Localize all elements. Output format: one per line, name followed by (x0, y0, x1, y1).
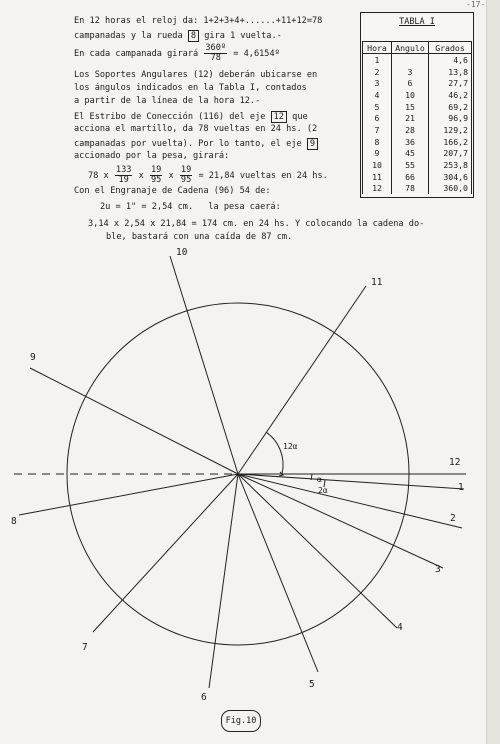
hour-line-10 (170, 256, 238, 474)
fraction-denominator: 78 (210, 53, 221, 63)
fraction-denominator: 95 (150, 175, 162, 185)
hour-label-5: 5 (309, 679, 315, 690)
text-line: Los Soportes Angulares (12) deberán ubicarse en (74, 70, 318, 80)
table-cell: 13,8 (429, 66, 472, 78)
text-line: los ángulos indicados en la Tabla I, contados (74, 83, 307, 93)
table-cell: 4 (363, 89, 392, 101)
table-cell: 6 (363, 112, 392, 124)
hour-label-3: 3 (435, 564, 441, 575)
hour-label-9: 9 (30, 352, 36, 363)
column-header: Angulo (392, 42, 429, 54)
text-fragment: gira 1 vuelta.- (204, 31, 282, 41)
table-cell: 1 (363, 54, 392, 66)
hour-label-10: 10 (176, 247, 188, 258)
figure-caption: Fig.10 (221, 710, 261, 732)
table-cell: 304,6 (429, 171, 472, 183)
text-line: En 12 horas el reloj da: 1+2+3+4+......+11+12=78 (74, 16, 323, 26)
hour-label-11: 11 (371, 277, 383, 288)
table-cell: 55 (392, 159, 429, 171)
table-cell: 45 (392, 148, 429, 160)
text-fragment: 2u = 1" = 2,54 cm. (100, 202, 194, 212)
text-fragment: campanadas y la rueda (74, 31, 183, 41)
table-cell: 12 (363, 183, 392, 195)
table-cell: 78 (392, 183, 429, 195)
hour-line-8 (19, 474, 238, 515)
text-line: accionado por la pesa, girará: (74, 151, 230, 161)
hour-label-6: 6 (201, 692, 207, 703)
table-cell: 166,2 (429, 136, 472, 148)
boxed-number: 8 (188, 30, 199, 42)
text-line: ble, bastará con una caída de 87 cm. (106, 232, 293, 242)
hour-line-4 (238, 474, 397, 628)
hour-line-6 (209, 474, 238, 688)
table-cell: 129,2 (429, 124, 472, 136)
fraction-numerator: 133 (115, 165, 132, 175)
table-cell: 27,7 (429, 77, 472, 89)
table-cell: 3 (363, 77, 392, 89)
table-cell: 3 (392, 66, 429, 78)
page-number: -17- (466, 0, 486, 9)
hour-line-3 (238, 474, 443, 568)
table-title: TABLA I (399, 17, 435, 27)
table-cell: 21 (392, 112, 429, 124)
angle-label-12a: 12α (283, 442, 298, 451)
hour-line-9 (30, 368, 238, 474)
table-cell: 360,0 (429, 183, 472, 195)
hour-label-1: 1 (458, 482, 464, 493)
text-fragment: x (168, 171, 174, 181)
fraction-numerator: 19 (150, 165, 162, 175)
hour-line-5 (238, 474, 318, 672)
hour-line-2 (238, 474, 462, 528)
hour-label-7: 7 (82, 642, 88, 653)
fraction-denominator: 19 (118, 175, 129, 185)
text-line: a partir de la línea de la hora 12.- (74, 96, 261, 106)
hour-label-4: 4 (397, 622, 403, 633)
table-cell: 6 (392, 77, 429, 89)
table-cell: 5 (363, 101, 392, 113)
table-cell: 15 (392, 101, 429, 113)
text-fragment: x (138, 171, 144, 181)
table-cell: 11 (363, 171, 392, 183)
hour-label-2: 2 (450, 513, 456, 524)
angle-label-2a: 2α (318, 486, 328, 495)
table-cell: 46,2 (429, 89, 472, 101)
table-cell: 66 (392, 171, 429, 183)
fraction-denominator: 95 (180, 175, 192, 185)
text-fragment: la pesa caerá: (208, 202, 281, 212)
text-fragment: = 21,84 vueltas en 24 hs. (198, 171, 328, 181)
text-fragment: En cada campanada girará (74, 49, 199, 59)
hour-line-11 (238, 286, 366, 474)
table-cell: 253,8 (429, 159, 472, 171)
fraction-numerator: 360º (205, 43, 227, 53)
table-cell: 2 (363, 66, 392, 78)
table-cell: 10 (392, 89, 429, 101)
hour-label-8: 8 (11, 516, 17, 527)
column-header: Grados (429, 42, 472, 54)
table-cell: 4,6 (429, 54, 472, 66)
text-line: acciona el martillo, da 78 vueltas en 24 hs. (2 (74, 124, 318, 134)
table-cell: 28 (392, 124, 429, 136)
text-fragment: 78 x (88, 171, 109, 181)
hour-label-12: 12 (449, 457, 461, 468)
fraction-numerator: 19 (180, 165, 192, 175)
text-line: 3,14 x 2,54 x 21,84 = 174 cm. en 24 hs. Y colocando la cadena do- (88, 219, 425, 229)
table-cell: 207,7 (429, 148, 472, 160)
angle-label-a: α (317, 475, 322, 484)
table-cell: 36 (392, 136, 429, 148)
table-cell: 69,2 (429, 101, 472, 113)
column-header: Hora (363, 42, 392, 54)
table-cell: 10 (363, 159, 392, 171)
angle-arc-12a (266, 432, 283, 474)
text-fragment: que (292, 112, 308, 122)
hour-line-1 (238, 474, 464, 489)
boxed-number: 12 (271, 111, 287, 123)
text-fragment: El Estribo de Conección (116) del eje (74, 112, 266, 122)
text-fragment: campanadas por vuelta). Por lo tanto, el eje (74, 139, 302, 149)
table-cell: 7 (363, 124, 392, 136)
table-cell: 96,9 (429, 112, 472, 124)
table-cell: 8 (363, 136, 392, 148)
text-fragment: = 4,6154º (233, 49, 280, 59)
text-line: Con el Engranaje de Cadena (96) 54 de: (74, 186, 271, 196)
boxed-number: 9 (307, 138, 318, 150)
hour-line-7 (93, 474, 238, 632)
table-cell: 9 (363, 148, 392, 160)
